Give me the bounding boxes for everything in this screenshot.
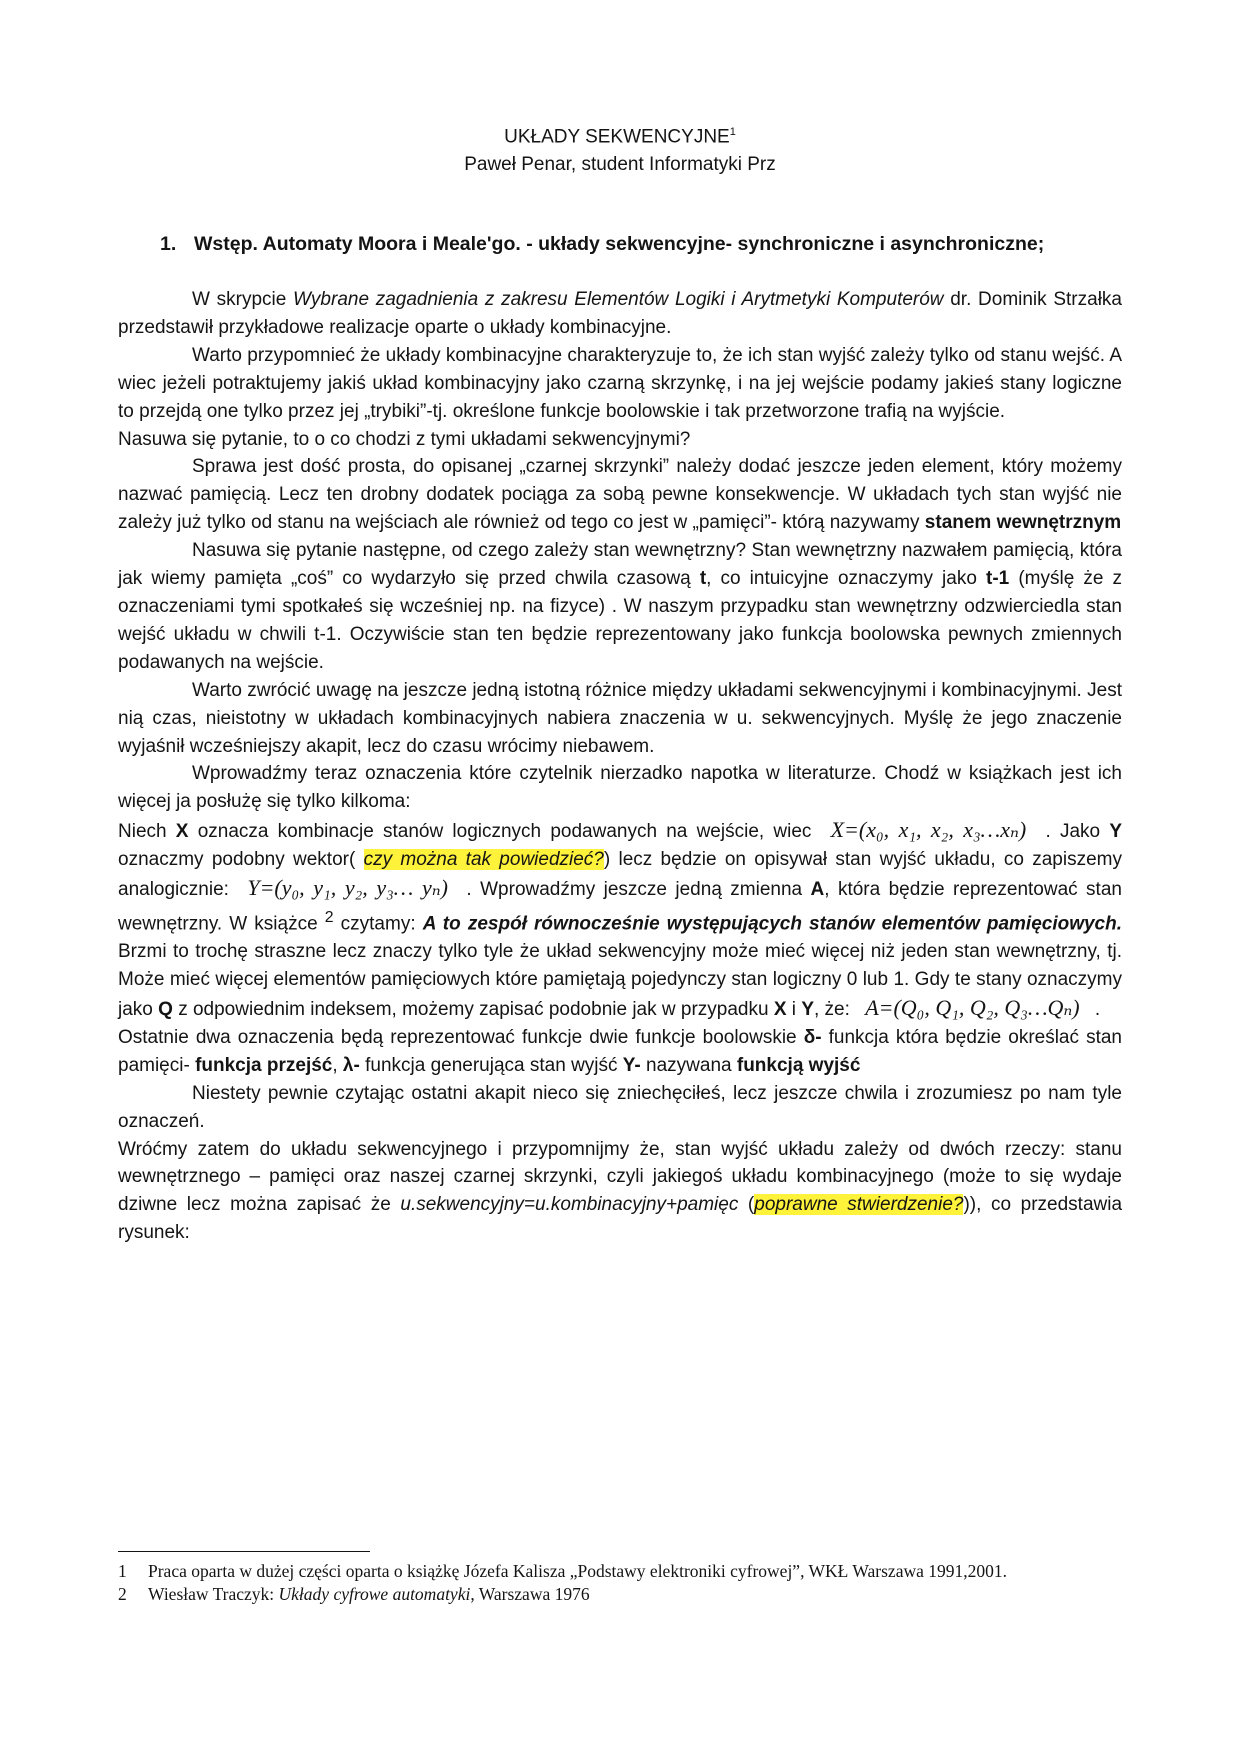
footnote-book-title: Układy cyfrowe automatyki: [278, 1584, 471, 1604]
title-footnote-mark: 1: [729, 126, 736, 138]
text-run: Sprawa jest dość prosta, do opisanej „czarnej skrzynki” należy dodać jeszcze jeden element, który możemy nazwać pamięcią. Lecz ten drobny dodatek pociąga za sobą pewne konsekwencje. W układach tych stan wyjść nie zależy już tylko od stanu na wejściach ale również od tego co jest w „pamięci”- którą nazywamy: [118, 456, 1122, 534]
symbol-lambda: λ-: [342, 1054, 360, 1076]
paragraph-9: [118, 1024, 1122, 1080]
body-text: [118, 286, 1122, 1247]
symbol-y: Y-: [622, 1054, 641, 1076]
text-run: . Wprowadźmy jeszcze jedną zmienna: [458, 879, 811, 901]
text-run: oznaczmy podobny wektor(: [118, 849, 364, 871]
text-run: Brzmi to trochę straszne lecz znaczy tylko tyle że układ sekwencyjny może mieć więcej niż jeden stan wewnętrzny, tj. Może mieć więcej elementów pamięciowych które pamiętają pojedynczy stan logiczny 0 lub 1. Gdy te stany oznaczymy jako: [118, 941, 1122, 1020]
text-run: dr. Dominik Strzałka przedstawił przykładowe realizacje oparte o układy kombinacyjne.: [118, 289, 1122, 338]
text-run: , że:: [814, 998, 856, 1020]
footnote-2: [118, 1583, 1122, 1606]
text-run: z odpowiednim indeksem, możemy zapisać podobnie jak w przypadku: [172, 998, 774, 1020]
footnote-number: 1: [118, 1561, 127, 1581]
symbol-y: Y: [801, 998, 814, 1020]
paragraph-6: Warto zwrócić uwagę na jeszcze jedną istotną różnice między układami sekwencyjnymi i kombinacyjnymi. Jest nią czas, nieistotny w układach kombinacyjnych nabiera znaczenia w u. sekwencyjnych. Myślę że jego znaczenie wyjaśnił wcześniejszy akapit, lecz do czasu wrócimy niebawem.: [118, 679, 1122, 757]
footnote-text: [148, 1583, 1122, 1606]
text-run: Wróćmy zatem do układu sekwencyjnego i przypomnijmy że, stan wyjść układu zależy od dwóch rzeczy: stanu wewnętrznego – pamięci oraz naszej czarnej skrzynki, czyli jakiegoś układu kombinacyjnego (może to się wydaje dziwne lecz można zapisać że: [118, 1138, 1122, 1216]
section-number: 1.: [160, 233, 177, 255]
footnote-publisher: , Warszawa 1976: [470, 1584, 590, 1604]
term-output-function: funkcją wyjść: [736, 1054, 861, 1076]
section-heading: [160, 230, 1120, 258]
text-run: , co intuicyjne oznaczymy jako: [706, 568, 986, 590]
title-block: [0, 118, 1240, 179]
paragraph-4: [118, 453, 1122, 537]
footnote-author: Wiesław Traczyk:: [148, 1584, 279, 1604]
paragraph-7: Wprowadźmy teraz oznaczenia które czytelnik nierzadko napotka w literaturze. Chodź w książkach jest ich więcej ja posłużę się tylko kilkoma:: [118, 763, 1122, 813]
footnote-mark-2: 2: [324, 908, 334, 926]
symbol-t: t: [699, 568, 707, 590]
symbol-x: X: [175, 821, 189, 843]
term-internal-state: stanem wewnętrznym: [924, 512, 1122, 534]
text-run: .: [1036, 821, 1051, 843]
paragraph-5: [118, 537, 1122, 677]
section-title: Wstęp. Automaty Moora i Meale'go. - układy sekwencyjne- synchroniczne i asynchroniczne;: [194, 233, 1045, 255]
highlight-comment-2: poprawne stwierdzenie?: [754, 1194, 964, 1216]
footnote-number: 2: [118, 1584, 127, 1604]
symbol-a: A: [810, 879, 825, 901]
footnote-text: Praca oparta w dużej części oparta o książkę Józefa Kalisza „Podstawy elektroniki cyfrowej”, WKŁ Warszawa 1991,2001.: [148, 1561, 1007, 1581]
text-run: ) lecz będzie on opisywał stan wyjść układu, co zapiszemy analogicznie:: [118, 849, 1122, 901]
text-run: funkcja która będzie określać stan pamięci-: [118, 1026, 1122, 1076]
symbol-q: Q: [158, 998, 173, 1020]
paragraph-2: Warto przypomnieć że układy kombinacyjne charakteryzuje to, że ich stan wyjść zależy tylko od stanu wejść. A wiec jeżeli potraktujemy jakiś układ kombinacyjny jako czarną skrzynkę, i na jej wejście podamy jakieś stany logiczne to przejdą one tylko przez jej „trybiki”-tj. określone funkcje boolowskie i tak przetworzone trafią na wyjście.: [118, 344, 1122, 422]
formula-y: Y=(y₀, y₁, y₂, y₃… yₙ): [247, 875, 449, 901]
script-title: Wybrane zagadnienia z zakresu Elementów Logiki i Arytmetyki Komputerów: [293, 289, 944, 310]
term-transition-function: funkcja przejść: [195, 1054, 333, 1076]
text-run: Jako: [1059, 821, 1110, 843]
text-run: oznacza kombinacje stanów logicznych podawanych na wejście, wiec: [188, 821, 821, 843]
formula-sequential: u.sekwencyjny=u.kombinacyjny+pamięc: [400, 1194, 739, 1216]
text-run: W skrypcie: [192, 289, 293, 310]
paragraph-8: [118, 816, 1122, 1024]
text-run: Nasuwa się pytanie następne, od czego zależy stan wewnętrzny? Stan wewnętrzny nazwałem pamięcią, która jak wiemy pamięta „coś” co wydarzyło się przed chwila czasową: [118, 540, 1122, 590]
paragraph-11: [118, 1136, 1122, 1248]
title-text: UKŁADY SEKWENCYJNE: [504, 126, 730, 148]
footnote-1: [118, 1560, 1122, 1583]
formula-x: X=(x₀, x₁, x₂, x₃…xₙ): [830, 817, 1027, 843]
text-run: ,: [332, 1054, 343, 1076]
highlight-comment-1: czy można tak powiedzieć?: [363, 849, 604, 871]
paragraph-1: [118, 286, 1122, 342]
paragraph-3: Nasuwa się pytanie, to o co chodzi z tymi układami sekwencyjnymi?: [118, 428, 691, 450]
symbol-t-minus-1: t-1: [986, 568, 1010, 590]
text-run: funkcja generująca stan wyjść: [359, 1054, 623, 1076]
document-title: [0, 118, 1240, 151]
text-run: nazywana: [640, 1054, 737, 1076]
symbol-y: Y: [1109, 821, 1123, 843]
paragraph-10: Niestety pewnie czytając ostatni akapit nieco się zniechęciłeś, lecz jeszcze chwila i zrozumiesz po nam tyle oznaczeń.: [118, 1082, 1122, 1132]
text-run: Ostatnie dwa oznaczenia będą reprezentować funkcje dwie funkcje boolowskie: [118, 1026, 804, 1048]
footnote-separator: [118, 1551, 370, 1552]
symbol-x: X: [773, 998, 787, 1020]
quote-definition: A to zespół równocześnie występujących stanów elementów pamięciowych.: [422, 913, 1123, 935]
text-run: (: [738, 1194, 755, 1216]
symbol-delta: δ-: [803, 1026, 822, 1048]
formula-a: A=(Q₀, Q₁, Q₂, Q₃…Qₙ): [865, 994, 1080, 1020]
text-run: Niech: [118, 821, 176, 843]
text-run: (myślę że z oznaczeniami tymi spotkałeś się wcześniej np. na fizyce) . W naszym przypadku stan wewnętrzny odzwierciedla stan wejść układu w chwili t-1. Oczywiście stan ten będzie reprezentowany jako funkcja boolowska pewnych zmiennych podawanych na wejście.: [118, 568, 1122, 673]
text-run: .: [1089, 998, 1101, 1020]
author-line: Paweł Penar, student Informatyki Prz: [464, 154, 776, 176]
text-run: i: [786, 998, 802, 1020]
text-run: )), co przedstawia rysunek:: [118, 1194, 1123, 1244]
text-run: czytamy:: [333, 913, 423, 935]
footnotes: [118, 1560, 1122, 1606]
text-run: , która będzie reprezentować stan wewnętrzny. W książce: [118, 879, 1122, 935]
